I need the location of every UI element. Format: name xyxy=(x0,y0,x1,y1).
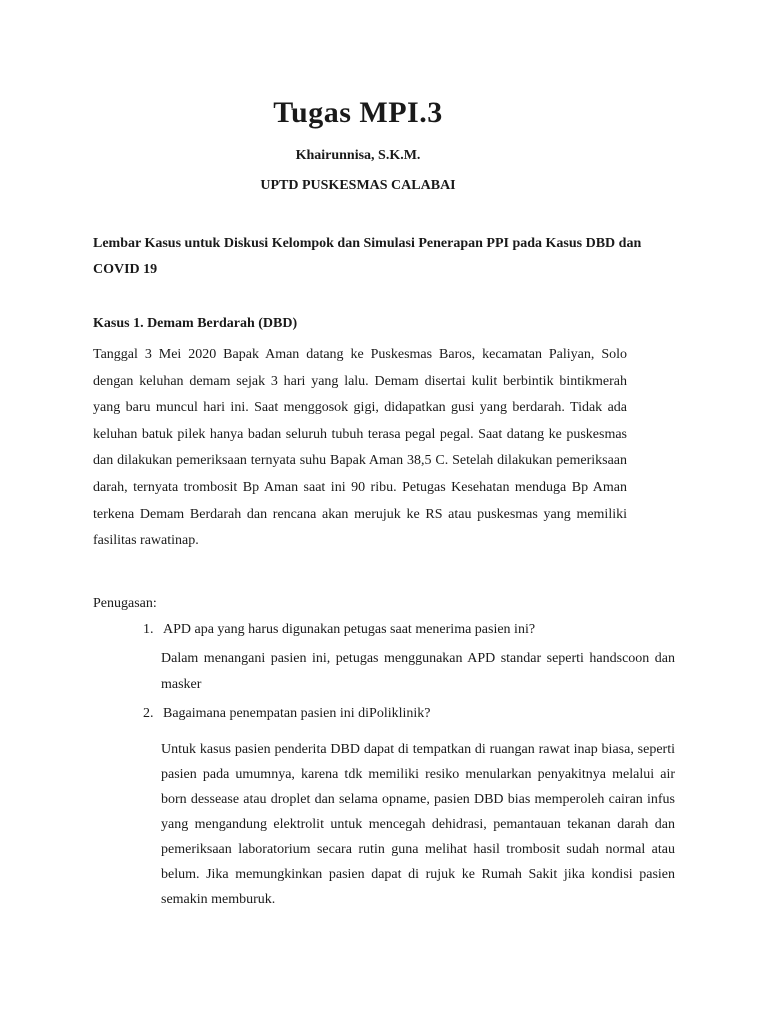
assignment-label: Penugasan: xyxy=(93,596,157,611)
institution-name: UPTD PUSKESMAS CALABAI xyxy=(260,178,456,193)
question-number: 1. xyxy=(143,622,154,637)
document-title: Tugas MPI.3 xyxy=(273,96,443,129)
answer-text: Untuk kasus pasien penderita DBD dapat di tempatkan di ruangan rawat inap biasa, seperti pasien pada umumnya, karena tdk memiliki resiko menularkan penyakitnya melalui air born dessease atau droplet dan selama opname, pasien DBD bias memperoleh cairan infus yang mengandung elektrolit untuk mencegah dehidrasi, pemantauan tekanan darah dan pemeriksaan laboratorium secara rutin guna melihat hasil trombosit sudah normal atau belum. Jika memungkinkan pasien dapat di rujuk ke Rumah Sakit jika kondisi pasien semakin memburuk. xyxy=(161,742,675,907)
case-description: Tanggal 3 Mei 2020 Bapak Aman datang ke Puskesmas Baros, kecamatan Paliyan, Solo dengan keluhan demam sejak 3 hari yang lalu. Demam disertai kulit berbintik bintikmerah yang baru muncul hari ini. Saat menggosok gigi, didapatkan gusi yang berdarah. Tidak ada keluhan batuk pilek hanya badan seluruh tubuh terasa pegal pegal. Saat datang ke puskesmas dan dilakukan pemeriksaan ternyata suhu Bapak Aman 38,5 C. Setelah dilakukan pemeriksaan darah, ternyata trombosit Bp Aman saat ini 90 ribu. Petugas Kesehatan menduga Bp Aman terkena Demam Berdarah dan rencana akan merujuk ke RS atau puskesmas yang memiliki fasilitas rawatinap. xyxy=(93,347,627,549)
question-item xyxy=(143,622,535,638)
question-number: 2. xyxy=(143,706,154,721)
case-heading: Kasus 1. Demam Berdarah (DBD) xyxy=(93,316,298,331)
author-name: Khairunnisa, S.K.M. xyxy=(295,148,421,163)
section-heading: Lembar Kasus untuk Diskusi Kelompok dan Simulasi Penerapan PPI pada Kasus DBD dan COVID 19 xyxy=(93,236,642,277)
answer-text: Dalam menangani pasien ini, petugas menggunakan APD standar seperti handscoon dan masker xyxy=(161,651,675,692)
question-item xyxy=(143,706,431,722)
question-text: APD apa yang harus digunakan petugas saat menerima pasien ini? xyxy=(163,622,536,637)
question-text: Bagaimana penempatan pasien ini diPoliklinik? xyxy=(163,706,431,721)
